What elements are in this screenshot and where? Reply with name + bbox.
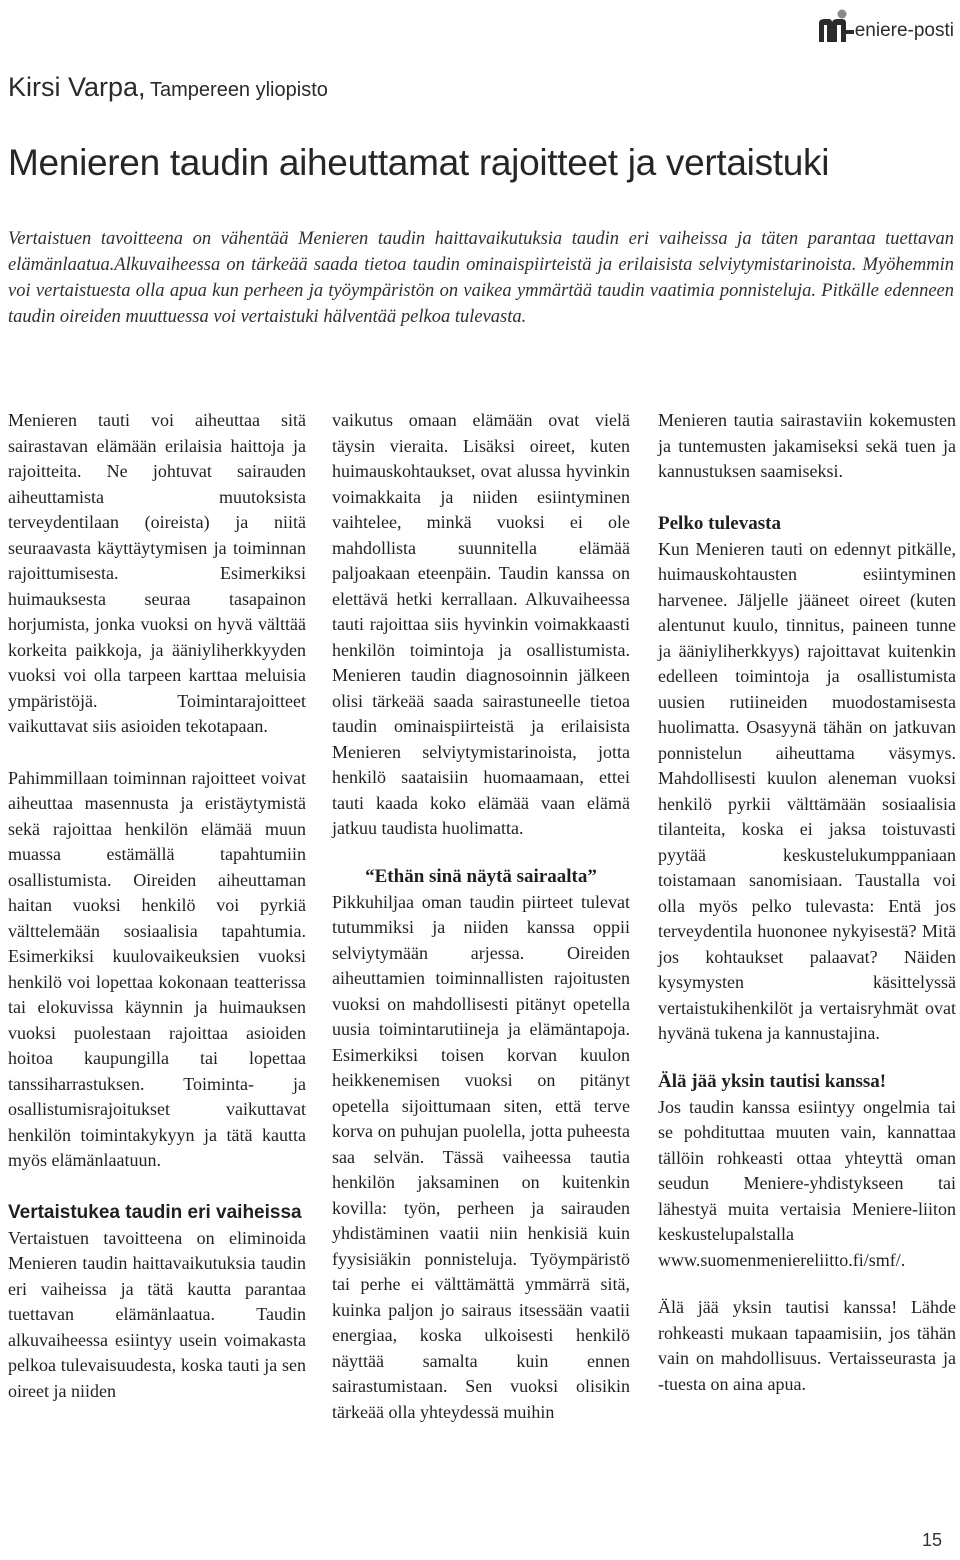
masthead-logo xyxy=(816,4,954,44)
paragraph: Menieren tauti voi aiheuttaa sitä sairastavan elämään erilaisia haittoja ja rajoitteita. Ne johtuvat sairauden aiheuttamista muutoksista terveydentilaan (oireista) ja niitä seuraavasta käyttäytymisen ja toiminnan rajoittumisesta. Esimerkiksi huimauksesta seuraa tasapainon horjumista, jonka vuoksi on hyvä välttää korkeita paikkoja, ja ääniyliherkkyyden vuoksi voi olla tarpeen karttaa meluisia ympäristöjä. Toimintarajoitteet vaikuttavat siis asioiden tekotapaan. xyxy=(8,410,306,736)
meniere-m-logo-icon xyxy=(816,8,854,44)
paragraph: Pahimmillaan toiminnan rajoitteet voivat aiheuttaa masennusta ja eristäytymistä sekä rajoittaa henkilön elämää muun muassa estämällä tapahtumiin osallistumista. Oireiden aiheuttaman haitan vuoksi henkilö voi pyrkiä välttelemään sosiaalisia tapahtumia. Esimerkiksi kuulovaikeuksien vuoksi henkilö voi lopettaa kokonaan teatterissa tai elokuvissa käynnin ja huimauksen vuoksi puolestaan rajoittaa asioiden hoitoa kaupungilla tai lopettaa tanssiharrastuksen. Toiminta- ja osallistumisrajoitukset vaikuttavat henkilön toimintakykyyn ja tätä kautta myös elämänlaatuun. xyxy=(8,767,306,1170)
section-heading: Vertaistukea taudin eri vaiheissa xyxy=(8,1201,302,1223)
article-lead: Vertaistuen tavoitteena on vähentää Menieren taudin haittavaikutuksia taudin eri vaiheissa ja täten parantaa tuettavan elämänlaatua.Alkuvaiheessa on tärkeää saada tietoa taudin ominaispiirteistä ja erilaisista selviytymistarinoista. Myöhemmin voi vertaistuesta olla apua kun perheen ja työympäristön on vaikea ymmärtää taudin vaatimia ponnisteluja. Pitkälle edenneen taudin oireiden muuttuessa voi vertaistuki hälventää pelkoa tulevasta. xyxy=(8,229,954,327)
column-3 xyxy=(658,408,956,1397)
column-2 xyxy=(332,408,630,1425)
paragraph: Pikkuhiljaa oman taudin piirteet tulevat tutummiksi ja niiden kanssa oppii selviytymään arjessa. Oireiden aiheuttamien toiminnallisten rajoitusten vuoksi on mahdollisesti pitänyt opetella uusia toimintarutiineja ja elämäntapoja. Esimerkiksi toisen korvan kuulon heikkenemisen vuoksi on pitänyt opetella sijoittumaan siten, että terve korva on puhujan puolella, jotta puheesta saa selvän. Tässä vaiheessa tautia henkilön jaksaminen on kuitenkin kovilla: työn, perheen ja sairauden yhdistäminen vaatii niin henkisiä kuin fyysisiäkin ponnisteluja. Työympäristö tai perhe ei välttämättä ymmärrä sitä, kuinka paljon jo sairaus itsessään vaatii energiaa, koska ulkoisesti henkilö näyttää samalta kuin ennen sairastumistaan. Sen vuoksi olisikin tärkeää olla yhteydessä muihin xyxy=(332,891,630,1422)
author-line xyxy=(8,72,328,103)
article-title: Menieren taudin aiheuttamat rajoitteet ja vertaistuki xyxy=(8,142,830,183)
page-number: 15 xyxy=(921,1530,942,1550)
section-heading: Älä jää yksin tautisi kanssa! xyxy=(658,1070,887,1092)
paragraph: Jos taudin kanssa esiintyy ongelmia tai se pohdituttaa muuten vain, kannattaa tällöin rohkeasti ottaa yhteyttä oman seudun Meniere-yhdistykseen tai lähestyä muita vertaisia Meniere-liiton keskustelupalstalla www.suomenmeniereliitto.fi/smf/. xyxy=(658,1096,956,1270)
section-heading: “Ethän sinä näytä sairaalta” xyxy=(365,865,597,887)
author-affiliation: Tampereen yliopisto xyxy=(150,79,328,101)
paragraph: vaikutus omaan elämään ovat vielä täysin vieraita. Lisäksi oireet, kuten huimauskohtaukset, ovat alussa hyvinkin voimakkaita ja niiden esiintyminen vaihtelee, minkä vuoksi ei ole mahdollista suunnitella elämää paljoakaan eteenpäin. Taudin kanssa on elettävä hetki kerrallaan. Alkuvaiheessa tauti rajoittaa siis hyvinkin voimakkaasti henkilön toimintoja ja osallistumista. Menieren taudin diagnosoinnin jälkeen olisi tärkeää saada sairastuneelle tietoa taudin ominaispiirteistä ja erilaisista Menieren selviytymistarinoista, jotta henkilö saataisiin huomaamaan, ettei tauti kaada koko elämää vaan elämä jatkuu taudista huolimatta. xyxy=(332,410,630,838)
column-1 xyxy=(8,408,306,1404)
logo-text: eniere-posti xyxy=(854,20,954,41)
paragraph: Kun Menieren tauti on edennyt pitkälle, huimauskohtausten esiintyminen harvenee. Jäljelle jääneet oireet (kuten alentunut kuulo, tinnitus, paineen tunne ja ääniyliherkkyys) rajoittavat kuitenkin edelleen toimintoja ja osallistumista uusien rutiineiden muodostamisesta huolimatta. Osasyynä tähän on jatkuvan ponnistelun aiheuttama väsymys. Mahdollisesti kuulon aleneman vuoksi henkilö pyrkii välttämään sosiaalisia tilanteita, koska ei jaksa toistuvasti pyytää keskustelukumppaniaan toistamaan sanomisiaan. Taustalla voi olla myös pelko tulevasta: Entä jos terveydentila huononee nykyisestä? Mitä jos kohtaukset palaavat? Näiden kysymysten käsittelyssä vertaistukihenkilöt ja vertaisryhmät ovat hyvänä tukena ja kannustajina. xyxy=(658,538,956,1043)
author-name: Kirsi Varpa, xyxy=(8,72,146,102)
section-heading: Pelko tulevasta xyxy=(658,512,781,534)
paragraph: Vertaistuen tavoitteena on eliminoida Menieren taudin haittavaikutuksia taudin eri vaiheissa ja tätä kautta parantaa tuettavan elämänlaatua. Taudin alkuvaiheessa esiintyy usein voimakasta pelkoa tulevaisuudesta, koska tauti ja sen oireet ja niiden xyxy=(8,1227,306,1401)
paragraph: Älä jää yksin tautisi kanssa! Lähde rohkeasti mukaan tapaamisiin, jos tähän vain on mahdollisuus. Vertaisseurasta ja -tuesta on aina apua. xyxy=(658,1297,956,1394)
paragraph: Menieren tautia sairastaviin kokemusten ja tuntemusten jakamiseksi sekä tuen ja kannustuksen saamiseksi. xyxy=(658,410,956,481)
